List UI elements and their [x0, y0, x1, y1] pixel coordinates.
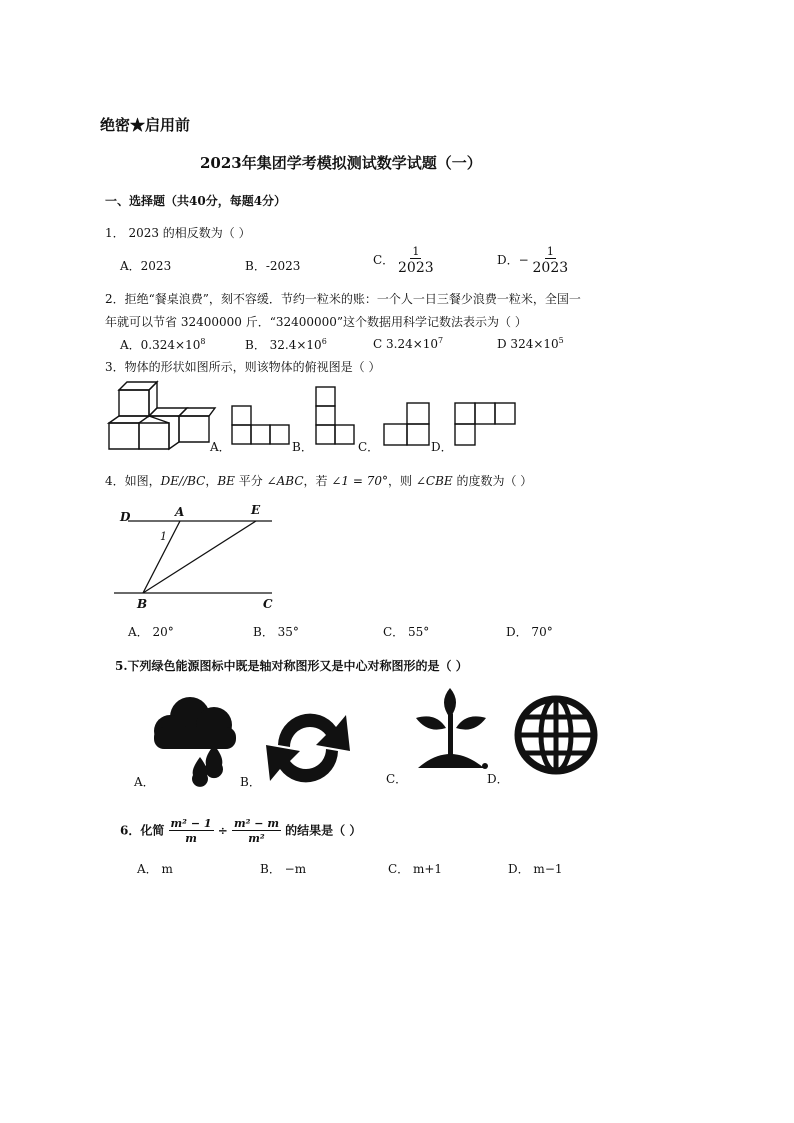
q2-option-a: [120, 336, 205, 353]
q5-option-a-label: A．: [134, 775, 155, 789]
q6-f1-denominator: m: [185, 832, 197, 845]
q3-option-d-figure: [454, 402, 518, 448]
q5-option-b-label: B．: [240, 775, 261, 789]
q2-option-c: [373, 336, 443, 351]
q2-b-exponent: 6: [321, 337, 327, 346]
page-title: 2023年集团学考模拟测试数学试题（一）: [200, 154, 482, 172]
q6-divide-sign: ÷: [217, 823, 228, 838]
q2-option-b: [245, 336, 327, 353]
recycle-arrows-icon: [258, 705, 358, 790]
q2-stem-line2: 年就可以节省 32400000 斤．“32400000”这个数据用科学记数法表示为（ ）: [105, 315, 527, 329]
q3-option-b-figure: [315, 386, 357, 446]
sprout-plant-icon: [410, 688, 495, 778]
q6-stem: [120, 818, 361, 844]
q1-d-label: D．: [497, 253, 519, 267]
q6-stem-pre: 6．化简: [120, 823, 165, 838]
q1-c-fraction: [398, 246, 434, 275]
q4-stem-post: 的度数为（ ）: [452, 474, 533, 488]
q4-option-d: D． 70°: [506, 625, 553, 639]
q4-math-angle-cbe: ∠CBE: [415, 474, 453, 488]
q3-option-b-label: B．: [292, 440, 313, 454]
q2-a-text: A．0.324×10: [120, 338, 201, 352]
q3-option-a-figure: [231, 405, 291, 445]
q5-option-c-label: C．: [386, 772, 408, 786]
q6-fraction-1: [169, 818, 214, 844]
q6-f2-numerator: m² − m: [233, 817, 279, 830]
globe-icon: [512, 693, 602, 777]
q1-c-numerator: 1: [412, 245, 420, 258]
q4-label-b: B: [137, 597, 148, 611]
q4-math-parallel: DE//BC: [160, 474, 206, 488]
q1-stem: 1． 2023 的相反数为（ ）: [105, 226, 251, 240]
q6-option-a: A． m: [137, 862, 173, 876]
section-heading: 一、选择题（共40分，每题4分）: [105, 194, 287, 208]
q6-option-d: D． m−1: [508, 862, 563, 876]
q3-option-a-label: A．: [210, 440, 231, 454]
q2-option-d: [497, 336, 564, 351]
q2-c-text: C 3.24×10: [373, 337, 439, 351]
q1-d-denominator: 2023: [532, 260, 569, 276]
q2-c-exponent: 7: [438, 336, 444, 345]
q4-label-c: C: [263, 597, 273, 611]
q3-stem: 3．物体的形状如图所示，则该物体的俯视图是（ ）: [105, 360, 381, 374]
q4-comma1: ，: [205, 474, 218, 488]
q4-bisects: 平分: [234, 474, 267, 488]
q1-d-numerator: 1: [546, 245, 554, 258]
q4-math-be: BE: [217, 474, 235, 488]
q1-d-fraction: [533, 246, 569, 275]
q4-geometry-figure: [110, 500, 280, 615]
q1-option-c: [373, 246, 434, 275]
q4-if: ，若: [303, 474, 332, 488]
q5-option-d-label: D．: [487, 772, 509, 786]
confidential-mark: 绝密★启用前: [100, 116, 191, 134]
q3-solid-figure: [105, 378, 215, 453]
q4-math-angle1: ∠1 = 70°: [331, 474, 389, 488]
q2-a-exponent: 8: [200, 337, 206, 346]
q1-option-b: B．-2023: [245, 259, 301, 273]
q4-then: ，则: [388, 474, 416, 488]
q4-math-angle-abc: ∠ABC: [266, 474, 304, 488]
q4-label-e: E: [251, 503, 261, 517]
q4-stem: [105, 472, 532, 489]
q2-stem-line1: 2．拒绝“餐桌浪费”，刻不容缓．节约一粒米的账：一个人一日三餐少浪费一粒米，全国一: [105, 292, 581, 306]
q6-fraction-2: [232, 818, 281, 844]
q6-option-c: C． m+1: [388, 862, 443, 876]
q6-option-b: B． −m: [260, 862, 307, 876]
q4-label-angle1: 1: [160, 530, 167, 543]
q4-label-a: A: [175, 505, 185, 519]
q3-option-c-figure: [383, 402, 431, 446]
q6-stem-post: 的结果是（ ）: [285, 823, 362, 838]
cloud-rain-icon: [152, 695, 242, 785]
q1-c-denominator: 2023: [398, 260, 434, 276]
q1-option-d: [497, 246, 568, 275]
q5-stem: 5.下列绿色能源图标中既是轴对称图形又是中心对称图形的是（ ）: [115, 659, 468, 673]
q3-option-d-label: D．: [431, 440, 453, 454]
q4-option-a: A． 20°: [128, 625, 174, 639]
q1-option-a: A．2023: [120, 259, 172, 273]
q6-f2-denominator: m²: [248, 832, 265, 845]
q2-d-text: D 324×10: [497, 337, 559, 351]
q2-d-exponent: 5: [558, 336, 564, 345]
q4-option-b: B． 35°: [253, 625, 299, 639]
q6-f1-numerator: m² − 1: [170, 817, 212, 830]
q4-stem-pre: 4．如图，: [105, 474, 161, 488]
q1-d-sign: −: [518, 253, 529, 267]
q4-label-d: D: [120, 510, 131, 524]
q4-option-c: C． 55°: [383, 625, 430, 639]
q2-b-text: B． 32.4×10: [245, 338, 322, 352]
q1-c-label: C．: [373, 253, 395, 267]
q3-option-c-label: C．: [358, 440, 380, 454]
